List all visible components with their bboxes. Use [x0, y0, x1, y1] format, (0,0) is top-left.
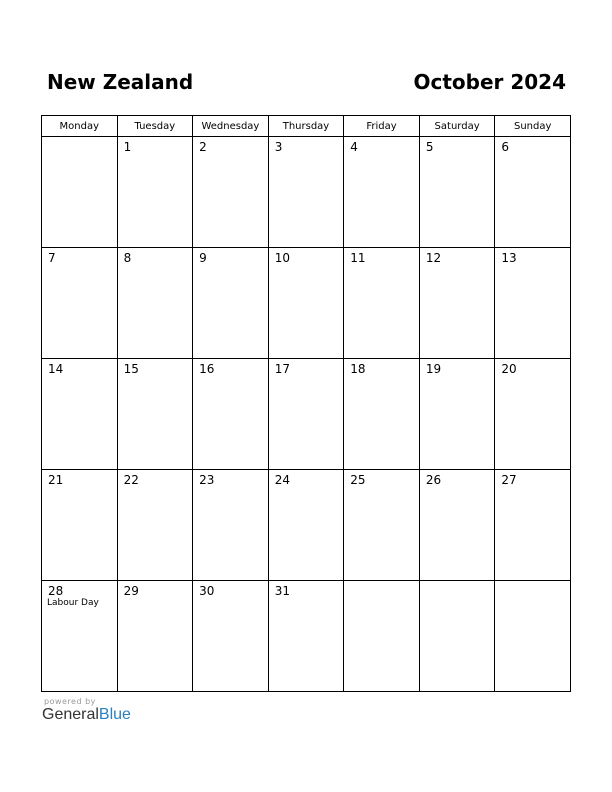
day-number: 12 [425, 251, 442, 265]
day-cell [344, 359, 420, 470]
calendar-grid [41, 115, 571, 692]
day-cell [419, 581, 495, 692]
day-cell [268, 470, 344, 581]
day-number: 27 [501, 473, 517, 487]
weekday-header: Thursday [268, 116, 344, 137]
day-number: 18 [350, 362, 366, 376]
day-cell [495, 581, 571, 692]
day-number: 16 [199, 362, 215, 376]
day-number: 24 [274, 473, 290, 487]
day-number: 4 [350, 140, 358, 154]
day-number [42, 137, 117, 140]
day-number: 31 [274, 584, 290, 598]
day-cell [42, 470, 118, 581]
day-number: 9 [199, 251, 207, 265]
week-row [42, 359, 571, 470]
day-number [495, 581, 570, 584]
day-number: 26 [425, 473, 442, 487]
day-number: 25 [350, 473, 366, 487]
weekday-header: Tuesday [117, 116, 193, 137]
day-number: 2 [199, 140, 207, 154]
country-title: New Zealand [47, 70, 194, 94]
day-number: 10 [274, 251, 290, 265]
brand-general: General [42, 706, 99, 723]
holiday-label: Labour Day [47, 598, 99, 608]
day-cell [117, 359, 193, 470]
day-cell [344, 248, 420, 359]
day-number: 7 [48, 251, 56, 265]
day-number: 20 [501, 362, 517, 376]
day-cell [495, 137, 571, 248]
day-cell [268, 581, 344, 692]
week-row [42, 248, 571, 359]
day-cell [193, 581, 269, 692]
day-cell [42, 359, 118, 470]
day-cell [495, 470, 571, 581]
day-cell [193, 470, 269, 581]
day-number: 6 [501, 140, 510, 154]
week-row [42, 470, 571, 581]
day-cell [117, 470, 193, 581]
day-cell [193, 359, 269, 470]
day-cell [419, 137, 495, 248]
day-number: 17 [274, 362, 290, 376]
day-cell [117, 581, 193, 692]
day-number [420, 581, 495, 584]
day-cell [42, 248, 118, 359]
weekday-header: Saturday [419, 116, 495, 137]
day-cell [117, 248, 193, 359]
day-cell [419, 248, 495, 359]
day-number: 8 [123, 251, 132, 265]
day-number: 3 [274, 140, 283, 154]
day-cell [193, 248, 269, 359]
day-cell [495, 359, 571, 470]
day-cell [42, 581, 118, 692]
day-cell [419, 470, 495, 581]
day-number: 21 [48, 473, 64, 487]
weekday-header-row [42, 116, 571, 137]
day-cell [268, 359, 344, 470]
day-cell [42, 137, 118, 248]
day-cell [193, 137, 269, 248]
day-cell [344, 470, 420, 581]
day-cell [419, 359, 495, 470]
weekday-header: Monday [42, 116, 118, 137]
day-number: 22 [123, 473, 139, 487]
day-number: 28 [48, 584, 64, 598]
day-cell [344, 581, 420, 692]
day-number: 13 [501, 251, 517, 265]
day-number [344, 581, 419, 584]
day-cell [117, 137, 193, 248]
day-number: 23 [199, 473, 215, 487]
month-year-title: October 2024 [413, 70, 566, 94]
weekday-header: Sunday [495, 116, 571, 137]
day-number: 1 [123, 140, 132, 154]
day-cell [268, 248, 344, 359]
footer [42, 697, 131, 724]
day-number: 14 [48, 362, 64, 376]
day-number: 11 [350, 251, 366, 265]
day-number: 29 [123, 584, 139, 598]
day-number: 30 [199, 584, 215, 598]
week-row [42, 581, 571, 692]
day-cell [344, 137, 420, 248]
day-number: 5 [425, 140, 434, 154]
brand-logo [42, 706, 131, 724]
day-number: 19 [425, 362, 442, 376]
week-row [42, 137, 571, 248]
day-cell [495, 248, 571, 359]
day-number: 15 [123, 362, 139, 376]
weekday-header: Wednesday [193, 116, 269, 137]
page-header [41, 70, 571, 98]
powered-by-text: powered by [44, 697, 96, 706]
weekday-header: Friday [344, 116, 420, 137]
day-cell [268, 137, 344, 248]
brand-blue: Blue [98, 706, 131, 723]
